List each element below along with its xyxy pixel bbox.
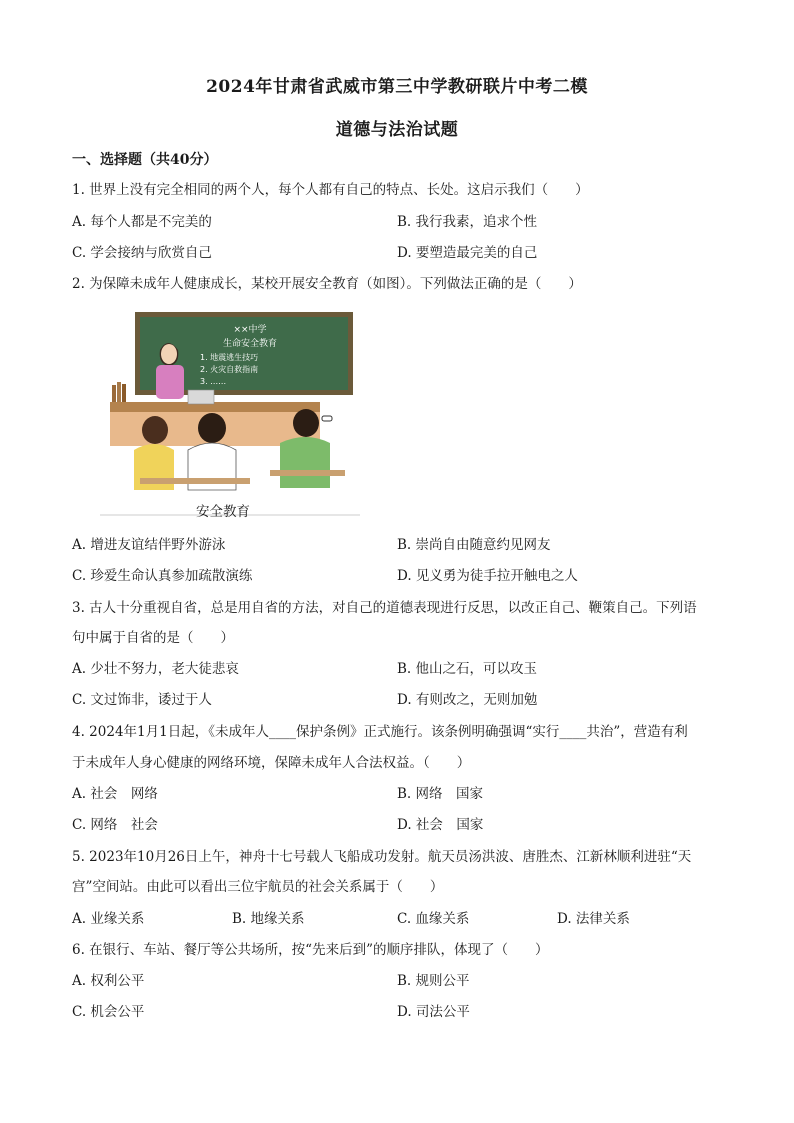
question-3-stem-line-1: 3. 古人十分重视自省，总是用自省的方法，对自己的道德表现进行反思，以改正自己、鞭策自己。下列语 [72,600,697,616]
question-6-option-b: B. 规则公平 [397,973,470,989]
question-2-option-c: C. 珍爱生命认真参加疏散演练 [72,568,253,584]
student-desk-right [270,470,345,476]
page-title: 2024年甘肃省武威市第三中学教研联片中考二模 [206,77,588,97]
question-4-option-b: B. 网络 国家 [397,786,484,802]
figure-caption: 安全教育 [196,504,250,520]
question-1-option-c: C. 学会接纳与欣赏自己 [72,245,212,261]
question-4-option-a: A. 社会 网络 [72,786,158,802]
teacher-face [161,344,177,364]
question-5-option-c: C. 血缘关系 [397,911,470,927]
student-1-hair [142,416,168,444]
question-3-stem-line-2: 句中属于自省的是（ ） [72,630,234,646]
board-line-2: 生命安全教育 [222,339,278,349]
teacher-shirt [156,365,184,399]
question-5-stem-line-2: 宫”空间站。由此可以看出三位宇航员的社会关系属于（ ） [72,879,444,895]
question-3-option-d: D. 有则改之，无则加勉 [397,692,538,708]
question-2-option-a: A. 增进友谊结伴野外游泳 [72,537,226,553]
question-6-option-c: C. 机会公平 [72,1004,145,1020]
question-1-option-b: B. 我行我素，追求个性 [397,214,538,230]
question-3-option-b: B. 他山之石，可以攻玉 [397,661,538,677]
question-2-option-d: D. 见义勇为徒手拉开触电之人 [397,568,578,584]
question-1-option-d: D. 要塑造最完美的自己 [397,245,538,261]
board-line-1: ××中学 [233,325,267,335]
question-2-stem: 2. 为保障未成年人健康成长，某校开展安全教育（如图）。下列做法正确的是（ ） [72,276,582,292]
question-1-stem: 1. 世界上没有完全相同的两个人，每个人都有自己的特点、长处。这启示我们（ ） [72,182,589,198]
question-6-option-d: D. 司法公平 [397,1004,470,1020]
question-4-stem-line-2: 于未成年人身心健康的网络环境，保障未成年人合法权益。（ ） [72,755,471,771]
student-desk-left [140,478,250,484]
student-3-shirt [280,437,330,488]
question-5-option-d: D. 法律关系 [557,911,630,927]
question-5-stem-line-1: 5. 2023年10月26日上午，神舟十七号载人飞船成功发射。航天员汤洪波、唐胜杰、江新林顺利进驻“天 [72,849,692,865]
question-6-option-a: A. 权利公平 [72,973,145,989]
classroom-illustration [100,310,360,520]
board-line-5: 3. …… [200,377,227,386]
question-5-option-a: A. 业缘关系 [72,911,145,927]
section-heading: 一、选择题（共40分） [72,152,218,168]
page-subtitle: 道德与法治试题 [335,120,459,140]
board-line-3: 1. 地震逃生技巧 [200,353,259,362]
question-6-stem: 6. 在银行、车站、餐厅等公共场所，按“先来后到”的顺序排队，体现了（ ） [72,942,549,958]
student-2-hair [198,413,226,443]
glasses [322,416,332,421]
teacher-desk-top [110,402,320,412]
question-4-stem-line-1: 4. 2024年1月1日起，《未成年人____保护条例》正式施行。该条例明确强调“实行____共治”，营造有利 [72,724,688,740]
laptop [188,390,214,404]
question-3-option-a: A. 少壮不努力，老大徒悲哀 [72,661,239,677]
question-1-option-a: A. 每个人都是不完美的 [72,214,212,230]
student-3-hair [293,409,319,437]
question-4-option-c: C. 网络 社会 [72,817,158,833]
question-5-option-b: B. 地缘关系 [232,911,305,927]
board-line-4: 2. 火灾自救指南 [200,365,259,374]
question-3-option-c: C. 文过饰非，诿过于人 [72,692,212,708]
question-4-option-d: D. 社会 国家 [397,817,484,833]
question-2-option-b: B. 崇尚自由随意约见网友 [397,537,551,553]
